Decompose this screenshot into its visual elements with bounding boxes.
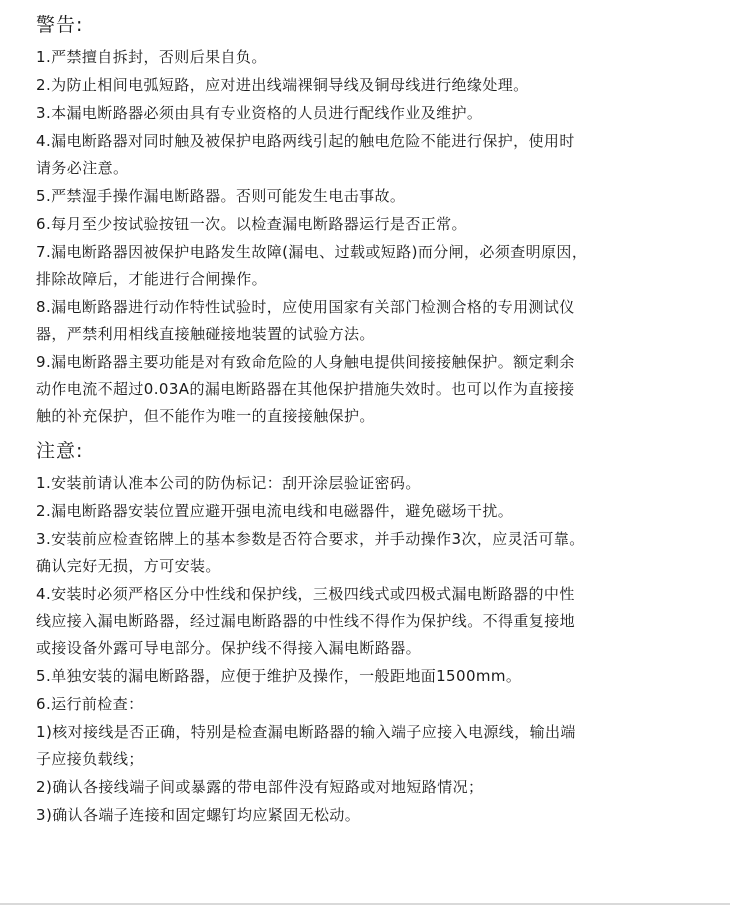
warning-item-line: 9.漏电断路器主要功能是对有致命危险的人身触电提供间接接触保护。额定剩余 [36, 353, 575, 371]
notice-item-line: 6.运行前检查： [36, 695, 144, 713]
notice-item-line: 3.安装前应检查铭牌上的基本参数是否符合要求，并手动操作3次，应灵活可靠。 [36, 530, 585, 548]
notice-item-4 [36, 581, 698, 662]
warning-item-line: 8.漏电断路器进行动作特性试验时，应使用国家有关部门检测合格的专用测试仪 [36, 298, 575, 316]
notice-heading: 注意: [36, 440, 84, 462]
notice-item-line: 确认完好无损，方可安装。 [36, 557, 221, 575]
notice-list [36, 470, 698, 829]
warning-item-line: 1.严禁擅自拆封，否则后果自负。 [36, 48, 267, 66]
warning-list [36, 44, 698, 430]
warning-item-8 [36, 294, 698, 348]
notice-item-9 [36, 802, 698, 829]
warning-item-line: 3.本漏电断路器必须由具有专业资格的人员进行配线作业及维护。 [36, 104, 483, 122]
warning-item-line: 触的补充保护，但不能作为唯一的直接接触保护。 [36, 407, 375, 425]
warning-item-5 [36, 183, 698, 210]
warning-item-4 [36, 128, 698, 182]
notice-item-line: 4.安装时必须严格区分中性线和保护线，三极四线式或四极式漏电断路器的中性 [36, 585, 575, 603]
notice-item-line: 5.单独安装的漏电断路器，应便于维护及操作，一般距地面1500mm。 [36, 667, 522, 685]
warning-item-line: 6.每月至少按试验按钮一次。以检查漏电断路器运行是否正常。 [36, 215, 467, 233]
notice-item-7 [36, 719, 698, 773]
notice-item-6 [36, 691, 698, 718]
warning-item-1 [36, 44, 698, 71]
warning-item-line: 4.漏电断路器对同时触及被保护电路两线引起的触电危险不能进行保护，使用时 [36, 132, 575, 150]
notice-item-line: 1)核对接线是否正确，特别是检查漏电断路器的输入端子应接入电源线，输出端 [36, 723, 576, 741]
notice-item-8 [36, 774, 698, 801]
notice-item-3 [36, 526, 698, 580]
notice-item-1 [36, 470, 698, 497]
notice-item-line: 子应接负载线； [36, 750, 144, 768]
notice-item-line: 线应接入漏电断路器，经过漏电断路器的中性线不得作为保护线。不得重复接地 [36, 612, 576, 630]
notice-item-2 [36, 498, 698, 525]
notice-item-line: 1.安装前请认准本公司的防伪标记：刮开涂层验证密码。 [36, 474, 421, 492]
notice-item-line: 3)确认各端子连接和固定螺钉均应紧固无松动。 [36, 806, 361, 824]
warning-item-line: 排除故障后，才能进行合闸操作。 [36, 270, 268, 288]
notice-item-5 [36, 663, 698, 690]
notice-item-line: 或接设备外露可导电部分。保护线不得接入漏电断路器。 [36, 639, 422, 657]
warning-item-6 [36, 211, 698, 238]
warning-item-line: 请务必注意。 [36, 159, 129, 177]
warning-item-line: 5.严禁湿手操作漏电断路器。否则可能发生电击事故。 [36, 187, 406, 205]
warning-item-line: 动作电流不超过0.03A的漏电断路器在其他保护措施失效时。也可以作为直接接 [36, 380, 575, 398]
notice-item-line: 2.漏电断路器安装位置应避开强电流电线和电磁器件，避免磁场干扰。 [36, 502, 514, 520]
warning-item-line: 7.漏电断路器因被保护电路发生故障(漏电、过载或短路)而分闸，必须查明原因， [36, 243, 588, 261]
warning-item-3 [36, 100, 698, 127]
warning-item-line: 器，严禁利用相线直接触碰接地装置的试验方法。 [36, 325, 375, 343]
warning-item-9 [36, 349, 698, 430]
notice-item-line: 2)确认各接线端子间或暴露的带电部件没有短路或对地短路情况； [36, 778, 484, 796]
warning-item-2 [36, 72, 698, 99]
warning-item-line: 2.为防止相间电弧短路，应对进出线端裸铜导线及铜母线进行绝缘处理。 [36, 76, 529, 94]
warning-heading: 警告: [36, 14, 84, 36]
warning-item-7 [36, 239, 698, 293]
